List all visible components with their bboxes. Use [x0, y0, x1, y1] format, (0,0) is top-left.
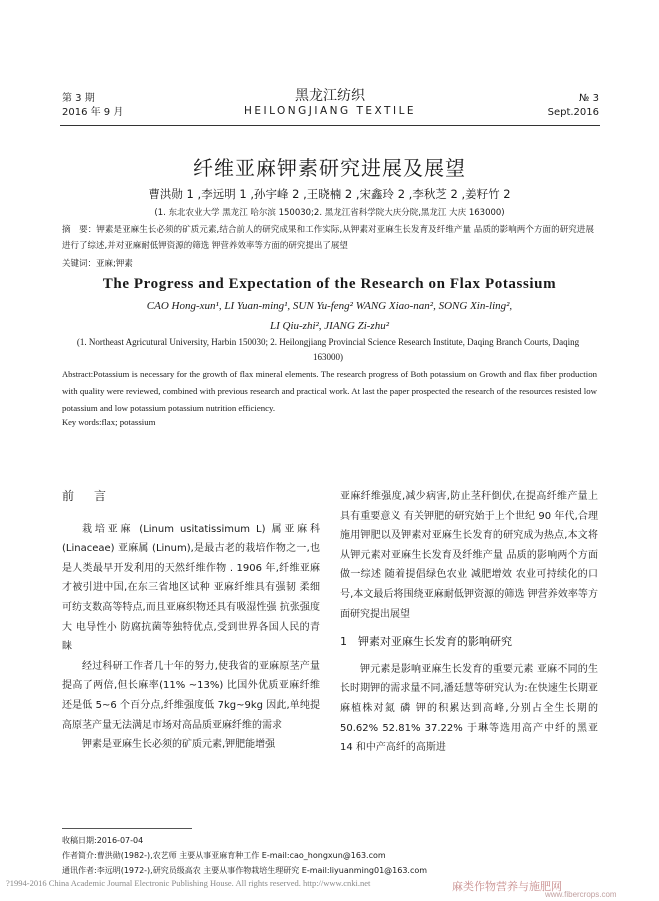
keywords-en-label: Key words:: [62, 417, 102, 427]
affiliation-en: (1. Northeast Agricutural University, Harbin 150030; 2. Heilongjiang Provincial Science Research Institute, Daqing Branch Courts, Daqing 163000): [76, 337, 580, 362]
authors-en-line2: LI Qiu-zhi², JIANG Zi-zhu²: [269, 320, 390, 332]
body-paragraph: 经过科研工作者几十年的努力,使我省的亚麻原茎产量提高了两倍,但长麻率(11% ~13%) 比国外优质亚麻纤维还是低 5~6 个百分点,纤维强度低 7kg~9kg 因此,单纯提高原茎产量无法满足市场对高品质亚麻纤维的需求: [62, 660, 320, 731]
authors-en: [40, 296, 619, 336]
watermark-url: www.fibercrops.com: [545, 890, 617, 899]
watermark-cn: 麻类作物营养与施肥网: [452, 880, 562, 893]
issue-number: 第 3 期: [62, 93, 95, 104]
footnote-rule: [62, 828, 192, 829]
body-left-column: [62, 487, 320, 755]
body-paragraph: 亚麻纤维强度,减少病害,防止茎秆倒伏,在提高纤维产量上具有重要意义 有关钾肥的研究始于上个世纪 90 年代,合理施用钾肥以及钾素对亚麻生长发育的研究成为热点,本文将从钾元素对亚麻生长发育及纤维产量 品质的影响两个方面做一综述 随着提倡绿色农业 减肥增效 农业可持续化的口号,本文最后将围绕亚麻耐低钾资源的筛选 钾营养效率等方面研究提出展望: [340, 491, 598, 620]
paper-title-en: The Progress and Expectation of the Research on Flax Potassium: [102, 276, 557, 292]
abstract-en: [62, 366, 597, 417]
header-rule: [60, 125, 600, 126]
journal-name-en: HEILONGJIANG TEXTILE: [243, 105, 417, 117]
footnote-corresponding: 通讯作者:李远明(1972-),研究员级高农 主要从事作物栽培生理研究 E-mail:liyuanming01@163.com: [62, 866, 428, 875]
abstract-cn-text: 钾素是亚麻生长必须的矿质元素,结合前人的研究成果和工作实际,从钾素对亚麻生长发育及纤维产量 品质的影响两个方面的研究进展进行了综述,并对亚麻耐低钾资源的筛选 钾营养效率等方面的研究提出了展望: [62, 225, 594, 251]
issue-date-cn: 2016 年 9 月: [62, 107, 124, 118]
keywords-cn-text: 亚麻;钾素: [96, 259, 133, 269]
keywords-cn-label: 关键词：: [62, 259, 97, 269]
footnote-author-bio: 作者简介:曹洪勋(1982-),农艺师 主要从事亚麻育种工作 E-mail:cao_hongxun@163.com: [62, 851, 386, 860]
footnotes: [62, 833, 602, 878]
issue-number-en: № 3: [579, 93, 599, 104]
body-paragraph: 钾元素是影响亚麻生长发育的重要元素 亚麻不同的生长时期钾的需求量不同,潘廷慧等研究认为:在快速生长期亚麻植株对氮 磷 钾的积累达到高峰,分别占全生长期的 50.62% 52.81% 37.22% 于琳等选用高产中纤的黑亚 14 和中产高纤的高斯进: [340, 663, 598, 754]
abstract-en-text: Potassium is necessary for the growth of flax mineral elements. The research progress of Both potassium on Growth and flax fiber production with quality were reviewed, combined with previous research and practical work. At last the paper prospected the research of the resources resisted low potassium and low potassium potassium nutrition efficiency.: [62, 369, 597, 413]
keywords-cn: [62, 257, 133, 269]
keywords-en: [62, 417, 155, 427]
body-paragraph: 钾素是亚麻生长必须的矿质元素,钾肥能增强: [82, 739, 276, 751]
authors-en-line1: CAO Hong-xun¹, LI Yuan-ming¹, SUN Yu-feng² WANG Xiao-nan², SONG Xin-ling²,: [146, 300, 513, 312]
section-heading-preface: 前 言: [62, 489, 111, 503]
footnote-received: 收稿日期:2016-07-04: [62, 836, 144, 845]
issue-info-right: [548, 92, 599, 120]
authors-cn: 曹洪勋 1 ,李远明 1 ,孙宇峰 2 ,王晓楠 2 ,宋鑫玲 2 ,李秋芝 2 ,姜籽竹 2: [148, 187, 511, 201]
abstract-cn: [62, 222, 594, 254]
section-heading-1: 1 钾素对亚麻生长发育的影响研究: [340, 635, 512, 649]
body-right-column: [340, 487, 598, 758]
copyright-line: ?1994-2016 China Academic Journal Electronic Publishing House. All rights reserved. http://www.cnki.net: [6, 878, 371, 888]
issue-date-en: Sept.2016: [547, 107, 599, 118]
journal-masthead: [200, 87, 460, 117]
abstract-cn-label: 摘 要：: [62, 225, 97, 235]
issue-info-left: [62, 92, 123, 120]
keywords-en-text: flax; potassium: [101, 417, 156, 427]
journal-name-cn: 黑龙江纺织: [295, 88, 365, 104]
abstract-en-label: Abstract:: [62, 369, 94, 379]
affiliation-cn: (1. 东北农业大学 黑龙江 哈尔滨 150030;2. 黑龙江省科学院大庆分院,黑龙江 大庆 163000): [154, 208, 505, 218]
paper-title-cn: 纤维亚麻钾素研究进展及展望: [193, 156, 466, 180]
body-paragraph: 栽培亚麻 (Linum usitatissimum L) 属亚麻科 (Linaceae) 亚麻属 (Linum),是最古老的栽培作物之一,也是人类最早开发利用的天然纤维作物 . 1906 年,纤维亚麻才被引进中国,在东三省地区试种 亚麻纤维具有强韧 柔细 可纺支数高等特点,而且亚麻织物还具有吸湿性强 抗张强度大 电导性小 防腐抗菌等独特优点,受到世界各国人民的青睐: [62, 523, 320, 653]
